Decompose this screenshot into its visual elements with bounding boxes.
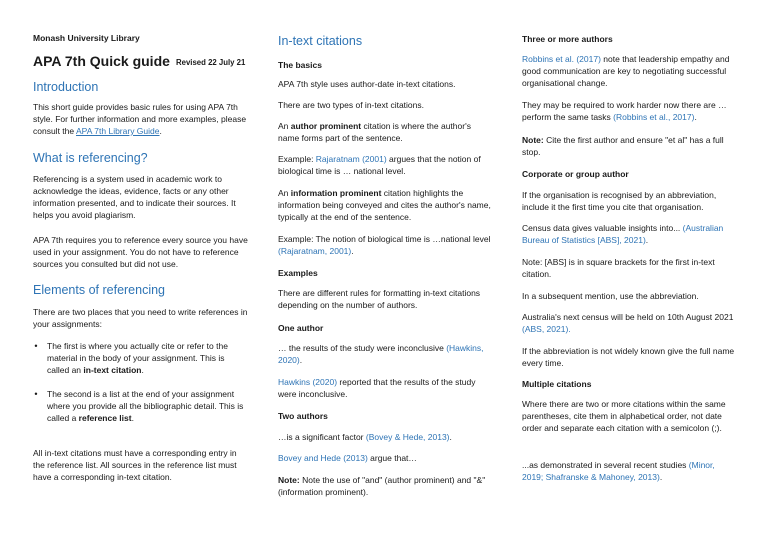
what-is-referencing-paragraph-2: APA 7th requires you to reference every source you have used in your assignment. You do not have to reference sources you consulted but did not use. — [33, 235, 248, 269]
introduction-body: This short guide provides basic rules for using APA 7th style. For further information and more examples, please consult the — [33, 102, 247, 136]
elements-intro: There are two places that you need to write references in your assignments: — [33, 307, 248, 329]
citation: (Bovey & Hede, 2013) — [365, 432, 450, 442]
example-text: . — [449, 432, 452, 442]
three-authors-example-1 — [522, 53, 737, 89]
two-authors-note — [278, 474, 493, 498]
example-text: . — [694, 112, 697, 122]
citation: Hawkins (2020) — [278, 377, 338, 387]
corporate-paragraph-1: If the organisation is recognised by an abbreviation, include it the first time you cite that organisation. — [522, 190, 717, 212]
citation: (Hawkins, 2020) — [278, 343, 484, 365]
example-text: …is a significant factor — [278, 432, 366, 442]
two-authors-heading: Two authors — [278, 411, 328, 421]
document-title: APA 7th Quick guide — [33, 53, 170, 69]
information-prominent-term: information prominent — [290, 188, 382, 198]
bullet-marker: • — [34, 389, 38, 399]
note-text: Note the use of "and" (author prominent) and "&" (information prominent). — [278, 475, 486, 497]
author-prominent-term: author prominent — [290, 121, 362, 131]
bullet-text — [47, 340, 248, 376]
note-text: Cite the first author and ensure "et al" has a full stop. — [522, 135, 724, 157]
bullet-reference-list — [33, 388, 248, 440]
what-is-referencing-heading: What is referencing? — [33, 151, 148, 165]
three-authors-note — [522, 134, 737, 158]
three-or-more-authors-heading: Three or more authors — [522, 34, 613, 44]
citation: Robbins et al. (2017) — [522, 54, 601, 64]
bullet-in-text-citation — [33, 340, 248, 380]
example-author-prominent — [278, 153, 493, 177]
bullet-body: The first is where you actually cite or refer to the material in the body of your assignment. This is called an — [47, 341, 228, 375]
elements-outro: All in-text citations must have a corresponding entry in the reference list. All sources in the reference list must have a corresponding in-text citation. — [33, 448, 237, 482]
citation: (Rajaratnam, 2001) — [278, 246, 352, 256]
example-information-prominent — [278, 233, 493, 257]
citation: (ABS, 2021). — [522, 324, 571, 334]
bullet-end: . — [131, 413, 134, 423]
corporate-paragraph-2: In a subsequent mention, use the abbreviation. — [522, 291, 699, 301]
bullet-body: The second is a list at the end of your assignment where you provide all the bibliographic detail. This is called a — [47, 389, 244, 423]
example-text: . — [299, 355, 303, 365]
example-text: Australia's next census will be held on 10th August 2021 — [522, 312, 734, 322]
author-prominent-paragraph — [278, 120, 493, 144]
bullet-term: in-text citation — [83, 365, 142, 375]
organisation-name: Monash University Library — [33, 33, 140, 43]
example-text: . — [351, 246, 354, 256]
paragraph-text: citation is where the author's name forms part of the sentence. — [278, 121, 471, 143]
example-text: ...as demonstrated in several recent studies — [522, 460, 689, 470]
bullet-text — [47, 388, 248, 424]
bullet-end: . — [141, 365, 144, 375]
note-label: Note: — [522, 135, 544, 145]
information-prominent-paragraph — [278, 187, 493, 223]
examples-paragraph: There are different rules for formatting in-text citations depending on the number of authors. — [278, 288, 481, 310]
citation: (Robbins et al., 2017) — [613, 112, 695, 122]
in-text-citations-heading: In-text citations — [278, 34, 363, 48]
one-author-example-2 — [278, 376, 493, 400]
one-author-example-1 — [278, 342, 493, 366]
citation: (Minor, 2019; Shafranske & Mahoney, 2013) — [522, 460, 715, 482]
revised-date: Revised 22 July 21 — [176, 58, 246, 67]
citation: (Australian Bureau of Statistics [ABS], 2021) — [522, 223, 724, 245]
introduction-heading: Introduction — [33, 80, 99, 94]
the-basics-heading: The basics — [278, 60, 322, 70]
basics-paragraph-2: There are two types of in-text citations. — [278, 100, 424, 110]
citation: Rajaratnam (2001) — [315, 154, 387, 164]
example-text: . — [645, 235, 649, 245]
example-text: reported that the results of the study were inconclusive. — [278, 377, 476, 399]
example-text: . — [659, 472, 663, 482]
multiple-citations-paragraph: Where there are two or more citations within the same parentheses, cite them in alphabetical order, not date order and separate each citation with a semicolon (;). — [522, 399, 726, 433]
corporate-note: Note: [ABS] is in square brackets for the first in-text citation. — [522, 257, 715, 279]
three-authors-example-2 — [522, 99, 737, 123]
elements-of-referencing-heading: Elements of referencing — [33, 283, 166, 297]
corporate-author-heading: Corporate or group author — [522, 169, 629, 179]
paragraph-text: An — [278, 121, 291, 131]
two-authors-example-2 — [278, 452, 493, 464]
note-label: Note: — [278, 475, 300, 485]
bullet-marker: • — [34, 341, 38, 351]
example-text: … the results of the study were inconclusive — [278, 343, 447, 353]
bullet-term: reference list — [78, 413, 132, 423]
example-text: Example: The notion of biological time is …national level — [278, 234, 491, 244]
example-text: argue that… — [367, 453, 417, 463]
multiple-citations-heading: Multiple citations — [522, 379, 592, 389]
basics-paragraph-1: APA 7th style uses author-date in-text citations. — [278, 79, 456, 89]
example-text: Census data gives valuable insights into... — [522, 223, 683, 233]
example-text: They may be required to work harder now there are … perform the same tasks — [522, 100, 727, 122]
introduction-text — [33, 101, 248, 137]
paragraph-text: An — [278, 188, 291, 198]
apa-library-guide-link[interactable]: APA 7th Library Guide — [76, 126, 160, 136]
multiple-citations-example — [522, 459, 737, 483]
citation: Bovey and Hede (2013) — [278, 453, 368, 463]
what-is-referencing-paragraph-1: Referencing is a system used in academic work to acknowledge the ideas, evidence, facts or any other information presented, and to indicate their sources. It helps you avoid plagiarism. — [33, 174, 236, 220]
example-text: argues that the notion of biological time is … national level. — [278, 154, 481, 176]
example-text: note that leadership empathy and good communication are key to negotiating successful organisational change. — [522, 54, 730, 88]
examples-heading: Examples — [278, 268, 318, 278]
paragraph-text: citation highlights the information being conveyed and cites the author's name, typically at the end of the sentence. — [278, 188, 491, 222]
one-author-heading: One author — [278, 323, 324, 333]
corporate-paragraph-3: If the abbreviation is not widely known give the full name every time. — [522, 346, 735, 368]
example-text: Example: — [278, 154, 316, 164]
corporate-example-1 — [522, 222, 737, 246]
two-authors-example-1 — [278, 431, 493, 443]
corporate-example-2 — [522, 311, 737, 335]
introduction-end: . — [159, 126, 162, 136]
